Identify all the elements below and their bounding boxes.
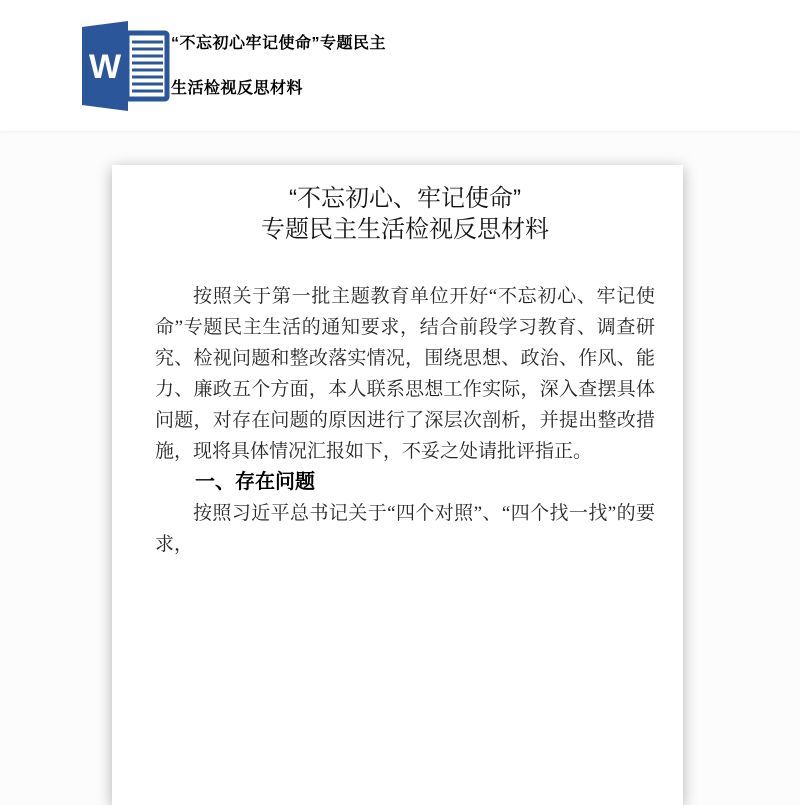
word-icon [78, 21, 171, 111]
page-title-line1: “不忘初心牢记使命”专题民主 [171, 34, 387, 52]
page-title-line2: 生活检视反思材料 [171, 79, 304, 97]
page-title [171, 21, 386, 111]
document-title-line1: “不忘初心、牢记使命” [289, 185, 521, 212]
document-paragraph: 按照习近平总书记关于“四个对照”、“四个找一找”的要求， [155, 503, 655, 555]
word-icon-letter: W [88, 47, 122, 86]
document-preview-page[interactable] [112, 165, 683, 805]
document-title [155, 183, 655, 245]
page-header [0, 0, 800, 131]
document-title-line2: 专题民主生活检视反思材料 [261, 216, 549, 243]
document-section-heading: 一、存在问题 [195, 471, 315, 493]
document-paragraph: 按照关于第一批主题教育单位开好“不忘初心、牢记使命”专题民主生活的通知要求，结合前段学习教育、调查研究、检视问题和整改落实情况，围绕思想、政治、作风、能力、廉政五个方面，本人联系思想工作实际，深入查摆具体问题，对存在问题的原因进行了深层次剖析，并提出整改措施，现将具体情况汇报如下，不妥之处请批评指正。 [155, 286, 655, 462]
